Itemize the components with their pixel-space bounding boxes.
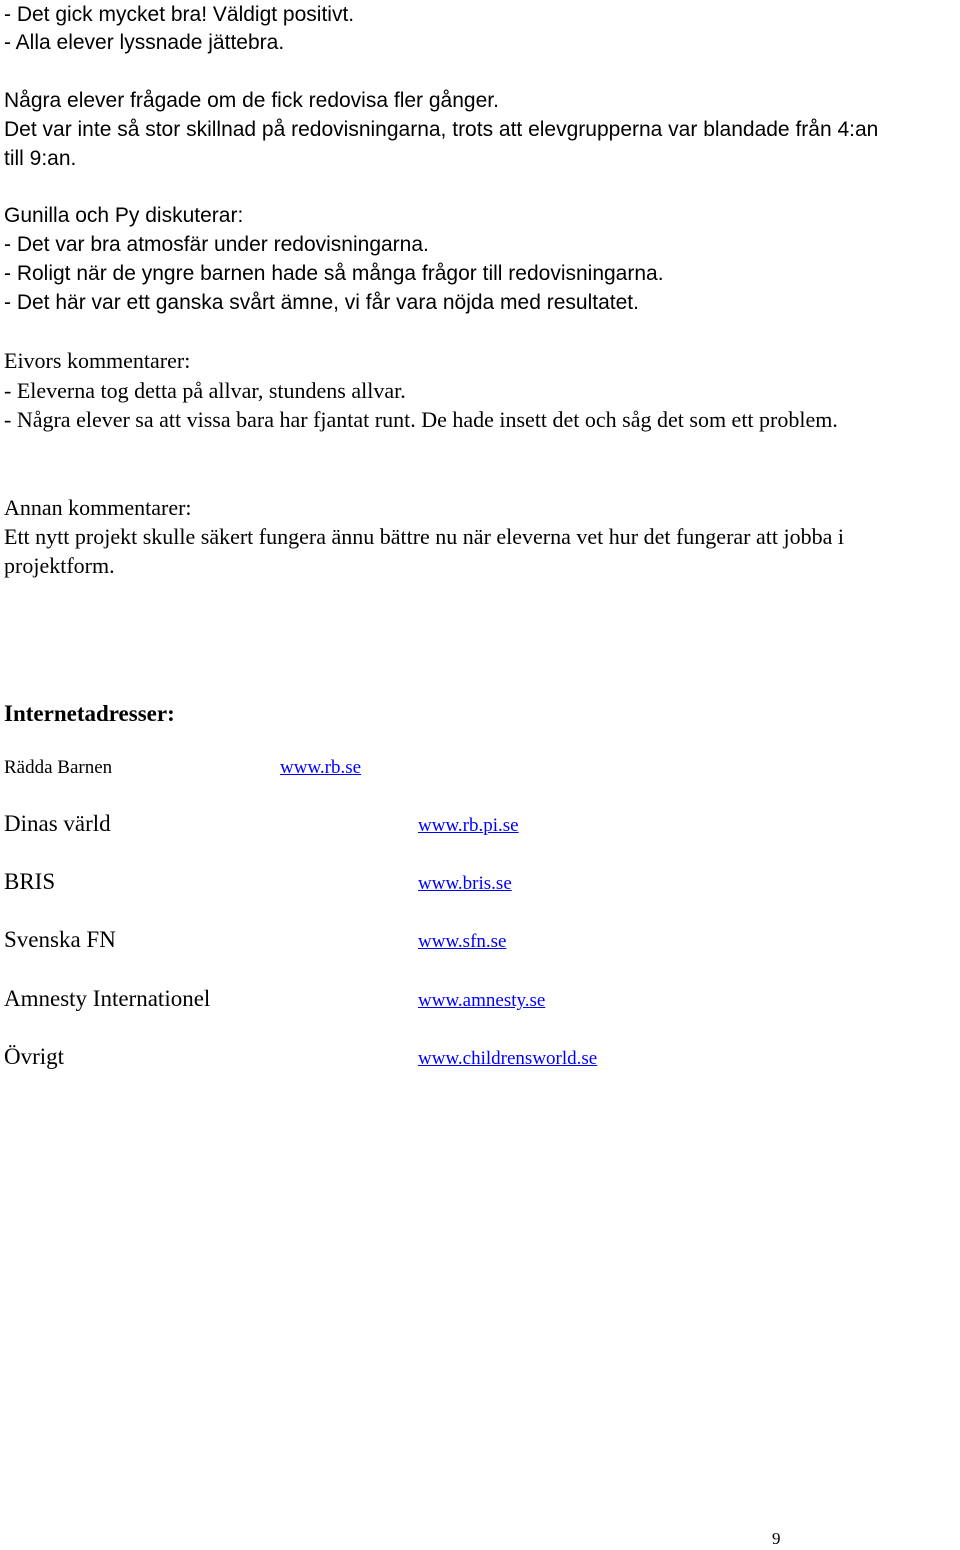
link-url-amnesty[interactable]: www.amnesty.se bbox=[418, 990, 546, 1011]
eivor-heading: Eivors kommentarer: bbox=[4, 348, 191, 373]
paragraph-1-line-1: Några elever frågade om de fick redovisa fler gånger. bbox=[4, 89, 499, 112]
annan-text: Ett nytt projekt skulle säkert fungera ännu bättre nu när eleverna vet hur det fungerar att jobba i projektform. bbox=[4, 524, 844, 578]
link-name-dinas-varld: Dinas värld bbox=[4, 811, 111, 836]
gunilla-line-2: - Roligt när de yngre barnen hade så många frågor till redovisningarna. bbox=[4, 262, 664, 285]
paragraph-1-line-3: till 9:an. bbox=[4, 147, 77, 170]
link-name-bris: BRIS bbox=[4, 869, 56, 894]
gunilla-line-1: - Det var bra atmosfär under redovisningarna. bbox=[4, 233, 429, 256]
gunilla-heading: Gunilla och Py diskuterar: bbox=[4, 204, 244, 227]
link-name-amnesty: Amnesty Internationel bbox=[4, 986, 211, 1011]
link-name-svenska-fn: Svenska FN bbox=[4, 927, 116, 952]
intro-line-1: - Det gick mycket bra! Väldigt positivt. bbox=[4, 3, 355, 26]
paragraph-1-line-2: Det var inte så stor skillnad på redovisningarna, trots att elevgrupperna var blandade från 4:an bbox=[4, 118, 879, 141]
eivor-line-2: - Några elever sa att vissa bara har fjantat runt. De hade insett det och såg det som ett problem. bbox=[4, 407, 838, 432]
link-url-svenska-fn[interactable]: www.sfn.se bbox=[418, 931, 507, 952]
intro-line-2: - Alla elever lyssnade jättebra. bbox=[4, 31, 285, 54]
eivor-line-1: - Eleverna tog detta på allvar, stundens allvar. bbox=[4, 378, 406, 403]
link-url-dinas-varld[interactable]: www.rb.pi.se bbox=[418, 815, 519, 836]
link-url-bris[interactable]: www.bris.se bbox=[418, 873, 512, 894]
page-number: 9 bbox=[772, 1529, 781, 1548]
link-url-radda-barnen[interactable]: www.rb.se bbox=[280, 757, 362, 778]
gunilla-line-3: - Det här var ett ganska svårt ämne, vi får vara nöjda med resultatet. bbox=[4, 291, 639, 314]
internet-heading: Internetadresser: bbox=[4, 701, 175, 726]
link-name-radda-barnen: Rädda Barnen bbox=[4, 757, 113, 778]
annan-heading: Annan kommentarer: bbox=[4, 495, 192, 520]
link-url-ovrigt[interactable]: www.childrensworld.se bbox=[418, 1048, 598, 1069]
link-name-ovrigt: Övrigt bbox=[4, 1044, 65, 1069]
